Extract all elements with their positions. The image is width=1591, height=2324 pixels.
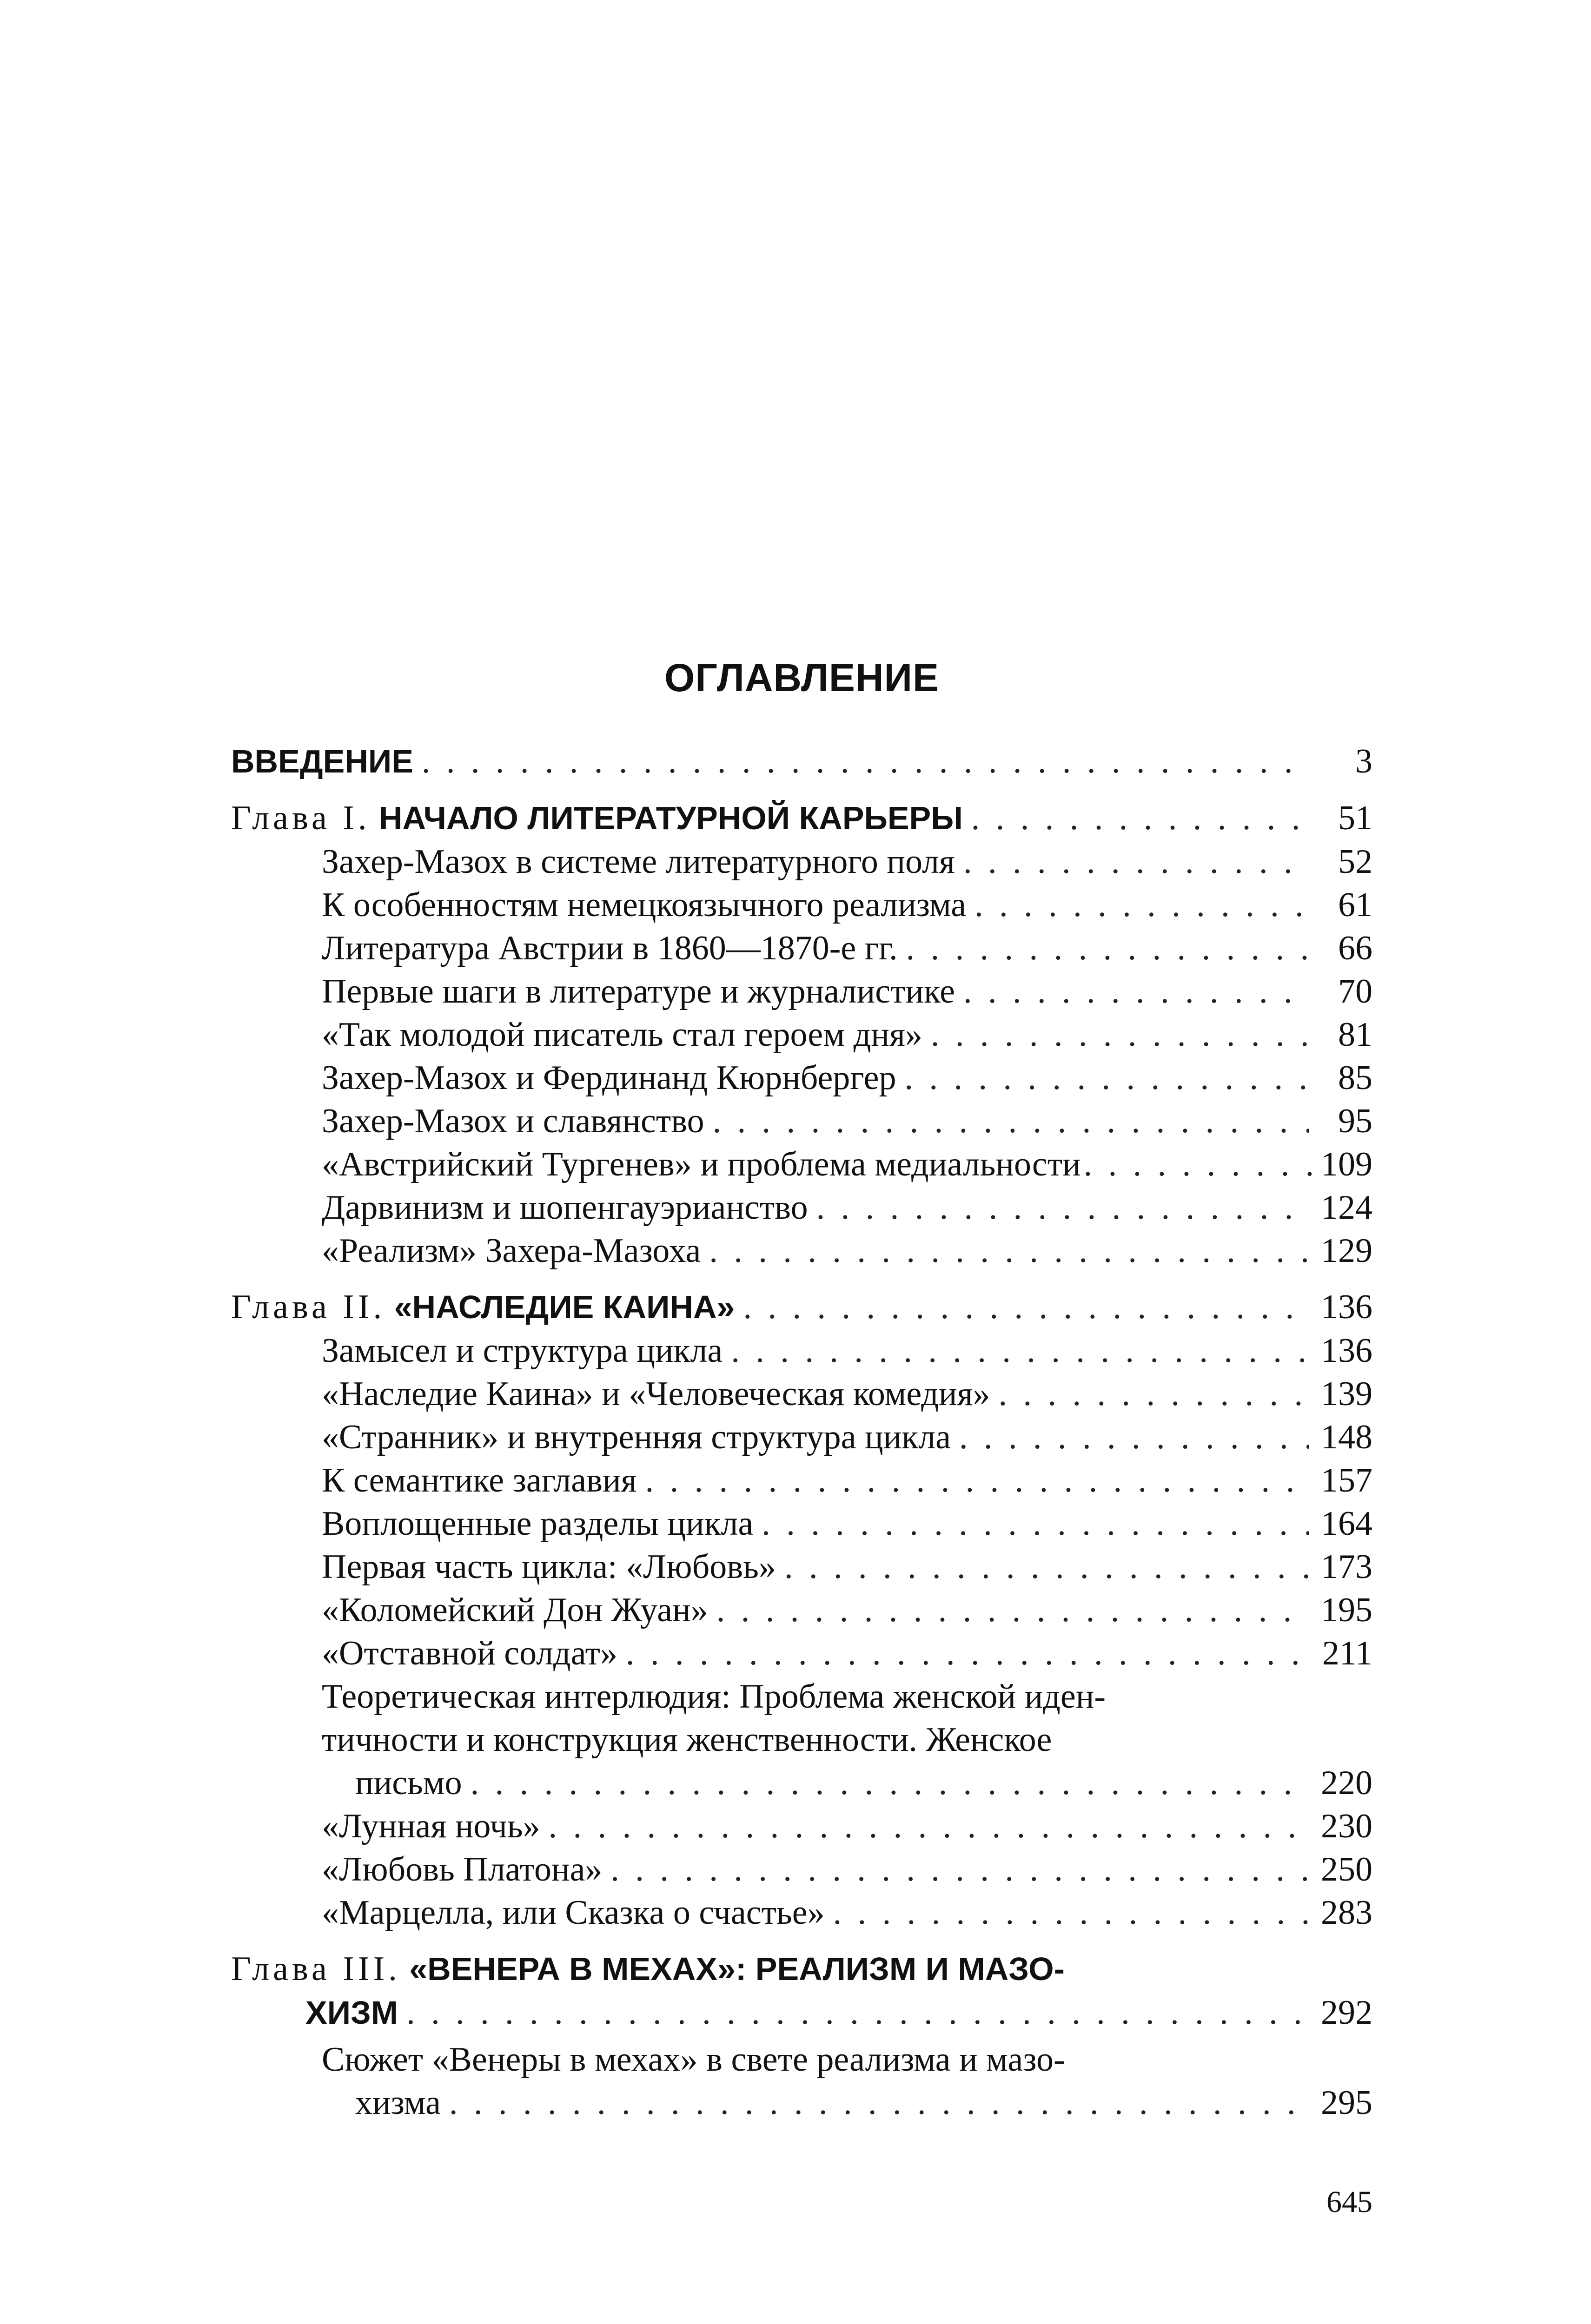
page-number: 51 bbox=[1338, 799, 1372, 837]
entry-title: НАЧАЛО ЛИТЕРАТУРНОЙ КАРЬЕРЫ bbox=[378, 800, 963, 836]
dot-leader bbox=[762, 1502, 1309, 1545]
page-number: 220 bbox=[1321, 1764, 1372, 1802]
entry-title: Замысел и структура цикла bbox=[322, 1332, 723, 1370]
toc-entry[interactable] bbox=[231, 1545, 1372, 1589]
entry-title: «Австрийский Тургенев» и проблема медиальности bbox=[322, 1145, 1081, 1183]
dot-leader bbox=[422, 739, 1309, 784]
entry-title: Воплощенные разделы цикла bbox=[322, 1505, 754, 1543]
entry-title-line: Теоретическая интерлюдия: Проблема женской иден- bbox=[322, 1677, 1106, 1716]
page-number: 230 bbox=[1321, 1807, 1372, 1845]
chapter-label: Глава II. bbox=[231, 1288, 386, 1326]
page-number: 109 bbox=[1321, 1145, 1372, 1183]
entry-title-line: хизма bbox=[355, 2084, 441, 2122]
dot-leader bbox=[716, 1589, 1309, 1632]
entry-title: «Отставной солдат» bbox=[322, 1634, 617, 1672]
toc-entry[interactable] bbox=[231, 1891, 1372, 1934]
entry-title: Дарвинизм и шопенгауэрианство bbox=[322, 1188, 808, 1227]
dot-leader bbox=[999, 1373, 1309, 1416]
entry-title: «Любовь Платона» bbox=[322, 1850, 603, 1888]
dot-leader bbox=[784, 1545, 1309, 1589]
entry-title: Первая часть цикла: «Любовь» bbox=[322, 1548, 776, 1586]
dot-leader bbox=[905, 1056, 1309, 1100]
entry-title: «Лунная ночь» bbox=[322, 1807, 540, 1845]
dot-leader bbox=[816, 1186, 1309, 1229]
entry-title-line: «ВЕНЕРА В МЕХАХ»: РЕАЛИЗМ И МАЗО- bbox=[409, 1951, 1065, 1987]
toc-entry[interactable] bbox=[231, 1186, 1372, 1229]
toc-entry[interactable] bbox=[231, 1100, 1372, 1143]
dot-leader bbox=[645, 1459, 1309, 1502]
dot-leader bbox=[406, 1991, 1309, 2034]
entry-title: Захер-Мазох и Фердинанд Кюрнбергер bbox=[322, 1059, 896, 1097]
toc-entry[interactable] bbox=[231, 840, 1372, 884]
toc-entry-chapter-1[interactable] bbox=[231, 796, 1372, 840]
toc-entry-introduction[interactable] bbox=[231, 739, 1372, 784]
entry-title: Захер-Мазох в системе литературного поля bbox=[322, 843, 955, 881]
table-of-contents bbox=[231, 739, 1372, 2125]
entry-title: «Реализм» Захера-Мазоха bbox=[322, 1232, 701, 1270]
page-number: 139 bbox=[1321, 1375, 1372, 1413]
toc-entry[interactable] bbox=[231, 927, 1372, 970]
dot-leader bbox=[833, 1891, 1309, 1934]
toc-entry[interactable] bbox=[231, 1502, 1372, 1545]
dot-leader bbox=[610, 1848, 1309, 1891]
chapter-label: Глава I. bbox=[231, 799, 371, 837]
toc-entry-multiline[interactable] bbox=[231, 2038, 1372, 2125]
entry-title-line: письмо bbox=[355, 1764, 462, 1802]
dot-leader bbox=[471, 1762, 1309, 1805]
entry-title: «НАСЛЕДИЕ КАИНА» bbox=[394, 1289, 735, 1325]
page-number: 66 bbox=[1338, 929, 1372, 967]
page-number: 136 bbox=[1321, 1288, 1372, 1326]
page-number: 173 bbox=[1321, 1548, 1372, 1586]
page-number: 195 bbox=[1321, 1591, 1372, 1629]
entry-title: Захер-Мазох и славянство bbox=[322, 1102, 704, 1140]
page-number: 85 bbox=[1338, 1059, 1372, 1097]
toc-entry[interactable] bbox=[231, 1632, 1372, 1675]
toc-entry[interactable] bbox=[231, 1589, 1372, 1632]
page-number: 157 bbox=[1321, 1461, 1372, 1499]
chapter-label: Глава III. bbox=[231, 1950, 401, 1988]
dot-leader bbox=[963, 840, 1309, 884]
folio-page-number: 645 bbox=[1326, 2185, 1372, 2219]
page-number: 164 bbox=[1321, 1505, 1372, 1543]
page-number: 292 bbox=[1321, 1994, 1372, 2032]
dot-leader bbox=[906, 927, 1309, 970]
entry-title: Первые шаги в литературе и журналистике bbox=[322, 972, 955, 1010]
toc-entry[interactable] bbox=[231, 1416, 1372, 1459]
dot-leader bbox=[963, 970, 1309, 1013]
page-number: 148 bbox=[1321, 1418, 1372, 1456]
dot-leader bbox=[931, 1013, 1309, 1056]
toc-entry[interactable] bbox=[231, 884, 1372, 927]
dot-leader bbox=[971, 796, 1309, 840]
entry-title: Литература Австрии в 1860—1870-е гг. bbox=[322, 929, 898, 967]
dot-leader bbox=[626, 1632, 1309, 1675]
toc-entry[interactable] bbox=[231, 1329, 1372, 1373]
page-number: 3 bbox=[1355, 742, 1372, 780]
page-number: 52 bbox=[1338, 843, 1372, 881]
page-number: 136 bbox=[1321, 1332, 1372, 1370]
dot-leader bbox=[743, 1285, 1309, 1329]
page-number: 70 bbox=[1338, 972, 1372, 1010]
toc-entry[interactable] bbox=[231, 1459, 1372, 1502]
entry-title-line: ХИЗМ bbox=[305, 1994, 398, 2031]
entry-title: К особенностям немецкоязычного реализма bbox=[322, 886, 967, 924]
page-number: 295 bbox=[1321, 2084, 1372, 2122]
toc-page bbox=[231, 0, 1372, 2324]
page-number: 81 bbox=[1338, 1016, 1372, 1054]
entry-title: «Странник» и внутренняя структура цикла bbox=[322, 1418, 951, 1456]
entry-title-line: тичности и конструкция женственности. Женское bbox=[322, 1721, 1052, 1759]
page-title: ОГЛАВЛЕНИЕ bbox=[664, 656, 940, 700]
entry-title: «Наследие Каина» и «Человеческая комедия» bbox=[322, 1375, 990, 1413]
toc-entry[interactable] bbox=[231, 1013, 1372, 1056]
entry-title: «Марцелла, или Сказка о счастье» bbox=[322, 1894, 825, 1932]
dot-leader bbox=[713, 1100, 1309, 1143]
dot-leader bbox=[959, 1416, 1309, 1459]
page-number: 283 bbox=[1321, 1894, 1372, 1932]
toc-entry-multiline[interactable] bbox=[231, 1675, 1372, 1805]
toc-entry-chapter-3[interactable] bbox=[231, 1947, 1372, 2034]
toc-entry[interactable] bbox=[231, 970, 1372, 1013]
dot-leader bbox=[449, 2081, 1309, 2125]
entry-title: К семантике заглавия bbox=[322, 1461, 637, 1499]
toc-entry[interactable] bbox=[231, 1143, 1372, 1186]
entry-title-line: Сюжет «Венеры в мехах» в свете реализма и мазо- bbox=[322, 2040, 1065, 2079]
entry-title: ВВЕДЕНИЕ bbox=[231, 743, 413, 779]
toc-entry[interactable] bbox=[231, 1056, 1372, 1100]
page-number: 61 bbox=[1338, 886, 1372, 924]
page-number: 211 bbox=[1322, 1634, 1372, 1672]
dot-leader bbox=[549, 1805, 1309, 1848]
entry-title: «Так молодой писатель стал героем дня» bbox=[322, 1016, 922, 1054]
toc-entry[interactable] bbox=[231, 1229, 1372, 1273]
toc-entry-chapter-2[interactable] bbox=[231, 1285, 1372, 1329]
toc-entry[interactable] bbox=[231, 1848, 1372, 1891]
page-number: 129 bbox=[1321, 1232, 1372, 1270]
toc-entry[interactable] bbox=[231, 1373, 1372, 1416]
page-number: 95 bbox=[1338, 1102, 1372, 1140]
entry-title: «Коломейский Дон Жуан» bbox=[322, 1591, 708, 1629]
dot-leader bbox=[974, 884, 1309, 927]
toc-entry[interactable] bbox=[231, 1805, 1372, 1848]
dot-leader bbox=[731, 1329, 1309, 1373]
page-number: 250 bbox=[1321, 1850, 1372, 1888]
dot-leader bbox=[709, 1229, 1309, 1273]
page-number: 124 bbox=[1321, 1188, 1372, 1227]
dot-leader bbox=[1084, 1143, 1315, 1186]
